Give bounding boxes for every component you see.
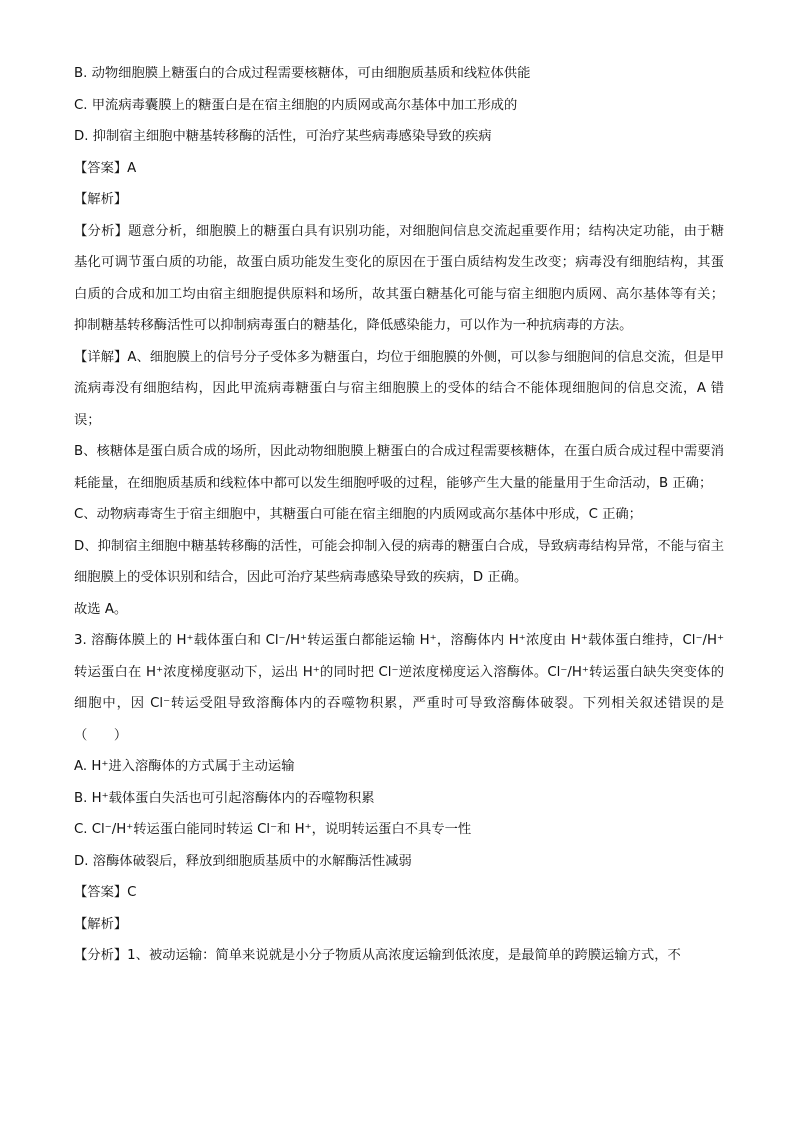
q2-detail-c-paragraph bbox=[74, 499, 724, 531]
q2-conclusion: 故选 A。 bbox=[74, 601, 128, 617]
q2-analysis-text: 【分析】题意分析，细胞膜上的糖蛋白具有识别功能，对细胞间信息交流起重要作用；结构决定功能，由于糖基化可调节蛋白质的功能，故蛋白质功能发生变化的原因在于蛋白质结构发生改变；病毒没有细胞结构，其蛋白质的合成和加工均由宿主细胞提供原料和场所，故其蛋白糖基化可能与宿主细胞内质网、高尔基体等有关；抑制糖基转移酶活性可以抑制病毒蛋白的糖基化，降低感染能力，可以作为一种抗病毒的方法。 bbox=[74, 223, 724, 333]
q3-stem-text: 3. 溶酶体膜上的 H⁺载体蛋白和 Cl⁻/H⁺转运蛋白都能运输 H⁺，溶酶体内 H⁺浓度由 H⁺载体蛋白维持，Cl⁻/H⁺转运蛋白在 H⁺浓度梯度驱动下，运出 H⁺的同时把 Cl⁻逆浓度梯度运入溶酶体。Cl⁻/H⁺转运蛋白缺失突变体的细胞中，因 Cl⁻转运受阻导致溶酶体内的吞噬物积累，严重时可导致溶酶体破裂。下列相关叙述错误的是（ ） bbox=[74, 633, 724, 743]
q3-answer: 【答案】C bbox=[74, 885, 137, 900]
q3-option-b: B. H⁺载体蛋白失活也可引起溶酶体内的吞噬物积累 bbox=[74, 790, 375, 806]
q3-analysis-text: 【分析】1、被动运输：简单来说就是小分子物质从高浓度运输到低浓度，是最简单的跨膜运输方式，不 bbox=[74, 948, 681, 963]
q2-detail-d-paragraph bbox=[74, 531, 724, 594]
q3-stem-paragraph bbox=[74, 625, 724, 751]
q2-detail-c-text: C、动物病毒寄生于宿主细胞中，其糖蛋白可能在宿主细胞的内质网或高尔基体中形成，C 正确； bbox=[74, 507, 642, 522]
q2-option-d: D. 抑制宿主细胞中糖基转移酶的活性，可治疗某些病毒感染导致的疾病 bbox=[74, 129, 492, 144]
q2-detail-a-text: 【详解】A、细胞膜上的信号分子受体多为糖蛋白，均位于细胞膜的外侧，可以参与细胞间的信息交流，但是甲流病毒没有细胞结构，因此甲流病毒糖蛋白与宿主细胞膜上的受体的结合不能体现细胞间的信息交流，A 错误； bbox=[74, 349, 724, 428]
q2-detail-d-text: D、抑制宿主细胞中糖基转移酶的活性，可能会抑制入侵的病毒的糖蛋白合成，导致病毒结构异常，不能与宿主细胞膜上的受体识别和结合，因此可治疗某些病毒感染导致的疾病，D 正确。 bbox=[74, 538, 724, 585]
q2-option-b: B. 动物细胞膜上糖蛋白的合成过程需要核糖体，可由细胞质基质和线粒体供能 bbox=[74, 66, 531, 81]
q2-detail-b-paragraph bbox=[74, 436, 724, 499]
q2-analysis-paragraph bbox=[74, 216, 724, 342]
q3-analysis-heading: 【解析】 bbox=[74, 916, 128, 932]
q3-option-a: A. H⁺进入溶酶体的方式属于主动运输 bbox=[74, 759, 295, 774]
q2-answer: 【答案】A bbox=[74, 160, 137, 176]
q2-option-c: C. 甲流病毒囊膜上的糖蛋白是在宿主细胞的内质网或高尔基体中加工形成的 bbox=[74, 97, 518, 113]
q3-option-c: C. Cl⁻/H⁺转运蛋白能同时转运 Cl⁻和 H⁺，说明转运蛋白不具专一性 bbox=[74, 822, 472, 837]
q2-analysis-heading: 【解析】 bbox=[74, 192, 128, 207]
q3-option-d: D. 溶酶体破裂后，释放到细胞质基质中的水解酶活性减弱 bbox=[74, 853, 412, 869]
q2-detail-a-paragraph bbox=[74, 342, 724, 437]
q2-detail-b-text: B、核糖体是蛋白质合成的场所，因此动物细胞膜上糖蛋白的合成过程需要核糖体，在蛋白质合成过程中需要消耗能量，在细胞质基质和线粒体中都可以发生细胞呼吸的过程，能够产生大量的能量用于生命活动，B 正确； bbox=[74, 444, 724, 491]
document-page bbox=[74, 58, 724, 972]
